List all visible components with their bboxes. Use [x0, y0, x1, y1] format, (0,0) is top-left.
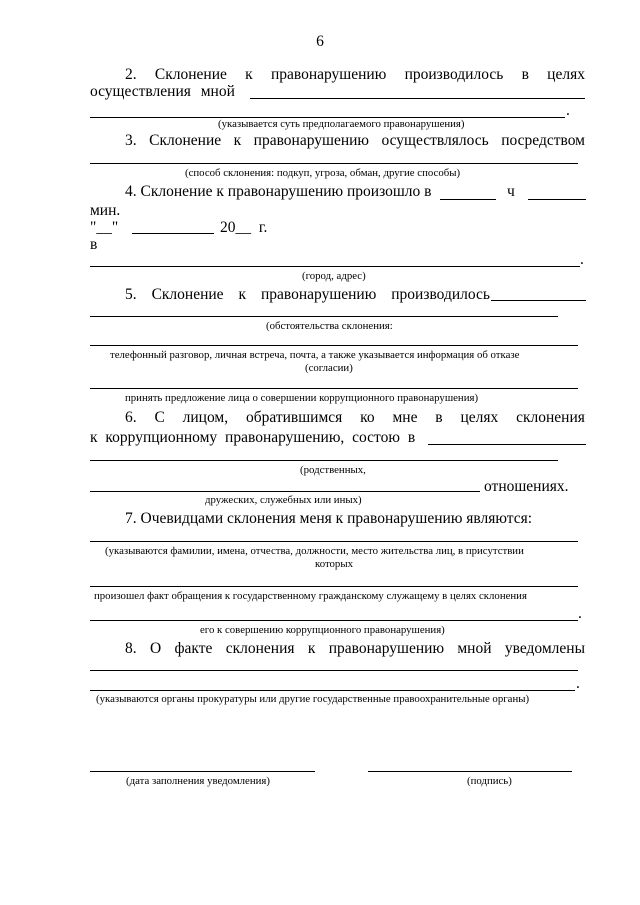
section-5-line1: [125, 286, 490, 304]
s4-year: [220, 219, 267, 237]
s4-place-blank: [90, 266, 580, 267]
s4-month-blank: [132, 233, 214, 234]
s8-dot: .: [576, 675, 580, 692]
s4-day-blank: __: [96, 219, 112, 236]
s5-word: правонарушению: [260, 286, 377, 303]
s6-blank-inline: [428, 444, 586, 445]
s5-word: Склонение: [151, 286, 224, 303]
s8-word: правонарушению: [328, 640, 445, 657]
s6-word: С: [154, 409, 165, 426]
s5-blank-line: [90, 316, 558, 317]
s2-word: целях: [547, 66, 585, 83]
s6-relations-word: отношениях.: [484, 478, 569, 495]
s2-word: Склонение: [154, 66, 227, 83]
s7-blank-line-2: [90, 586, 578, 587]
section-2-line2: осуществления мной: [90, 83, 235, 100]
section-6-line2: к коррупционному правонарушению, состою в: [90, 429, 416, 446]
s7-caption-1: (указываются фамилии, имена, отчества, должности, место жительства лиц, в присутствии: [105, 545, 524, 557]
s6-blank-line: [90, 460, 558, 461]
s6-word: лицом,: [182, 409, 229, 426]
section-4-line1: 4. Склонение к правонарушению произошло в: [125, 183, 432, 200]
page-number: 6: [316, 33, 324, 50]
s3-word: Склонение: [149, 132, 222, 149]
section-6-line1: [125, 409, 585, 427]
s8-caption: (указываются органы прокуратуры или другие государственные правоохранительные органы): [96, 693, 530, 705]
s3-word: правонарушению: [253, 132, 369, 149]
s8-blank-line: [90, 670, 578, 671]
s8-word: мной: [457, 640, 492, 657]
s4-in-label: в: [90, 236, 98, 253]
s6-word: ко: [360, 409, 375, 426]
s4-quote-close: ": [111, 219, 119, 236]
s3-word: 3.: [125, 132, 137, 149]
s6-word: мне: [392, 409, 418, 426]
s6-word: в: [435, 409, 443, 426]
s8-word: к: [307, 640, 316, 657]
s4-hours-blank: [440, 199, 496, 200]
s5-blank-line-3: [90, 388, 578, 389]
s2-word: к: [245, 66, 253, 83]
s3-word: к: [233, 132, 242, 149]
s5-word: производилось: [391, 286, 490, 303]
s8-blank-line-2: [90, 690, 575, 691]
s2-blank-line: [250, 98, 585, 99]
s6-word: склонения: [516, 409, 585, 426]
s4-hours-label: ч: [507, 183, 515, 200]
s5-word: к: [238, 286, 247, 303]
s6-blank-line-2: [90, 491, 480, 492]
s2-word: в: [521, 66, 529, 83]
s4-minutes-blank: [528, 199, 586, 200]
s7-blank-line-3: [90, 620, 578, 621]
s7-caption-4: его к совершению коррупционного правонарушения): [200, 624, 445, 636]
s6-caption-1: (родственных,: [300, 464, 366, 476]
section-2-line1: [125, 66, 585, 84]
s4-year-suffix: г.: [258, 219, 268, 236]
s5-caption-1: (обстоятельства склонения:: [266, 320, 393, 332]
s7-dot: .: [578, 605, 582, 622]
s5-caption-2: телефонный разговор, личная встреча, почта, а также указывается информация об отказе: [110, 349, 520, 361]
s3-blank-line: [90, 163, 578, 164]
s8-word: 8.: [125, 640, 137, 657]
s2-dot: .: [566, 102, 570, 119]
s4-dot: .: [580, 251, 584, 268]
s6-caption-2: дружеских, служебных или иных): [205, 494, 362, 506]
s4-quote-open: ": [90, 219, 97, 236]
s7-blank-line: [90, 541, 578, 542]
s3-word: посредством: [501, 132, 585, 149]
date-signature-line: [90, 771, 315, 772]
s4-date-line: [90, 219, 118, 237]
signature-caption: (подпись): [467, 775, 512, 787]
s3-word: осуществлялось: [381, 132, 489, 149]
s6-word: обратившимся: [245, 409, 343, 426]
s2-word: 2.: [125, 66, 137, 83]
s8-word: уведомлены: [504, 640, 585, 657]
s8-word: О: [149, 640, 162, 657]
section-8-line1: [125, 640, 585, 658]
s6-word: 6.: [125, 409, 137, 426]
s8-word: склонения: [225, 640, 295, 657]
s5-caption-3: (согласии): [305, 362, 353, 374]
signature-line: [368, 771, 572, 772]
s4-year-prefix: 20: [220, 219, 236, 236]
s7-caption-2: которых: [315, 558, 353, 570]
s5-word: 5.: [125, 286, 137, 303]
s3-caption: (способ склонения: подкуп, угроза, обман, другие способы): [185, 167, 461, 179]
s5-caption-4: принять предложение лица о совершении коррупционного правонарушения): [125, 392, 479, 404]
s8-word: факте: [174, 640, 213, 657]
s4-year-blank: __: [235, 219, 251, 236]
section-3-line1: [125, 132, 585, 150]
s2-word: производилось: [404, 66, 504, 83]
s2-word: правонарушению: [270, 66, 387, 83]
s5-blank-inline: [491, 300, 586, 301]
s6-word: целях: [460, 409, 499, 426]
section-7-line1: 7. Очевидцами склонения меня к правонарушению являются:: [125, 510, 533, 527]
s4-minutes-label: мин.: [90, 202, 121, 219]
s2-caption: (указывается суть предполагаемого правонарушения): [218, 118, 465, 130]
s5-blank-line-2: [90, 345, 578, 346]
s4-caption: (город, адрес): [302, 270, 366, 282]
date-caption: (дата заполнения уведомления): [126, 775, 270, 787]
s7-caption-3: произошел факт обращения к государственному гражданскому служащему в целях склонения: [94, 590, 527, 602]
